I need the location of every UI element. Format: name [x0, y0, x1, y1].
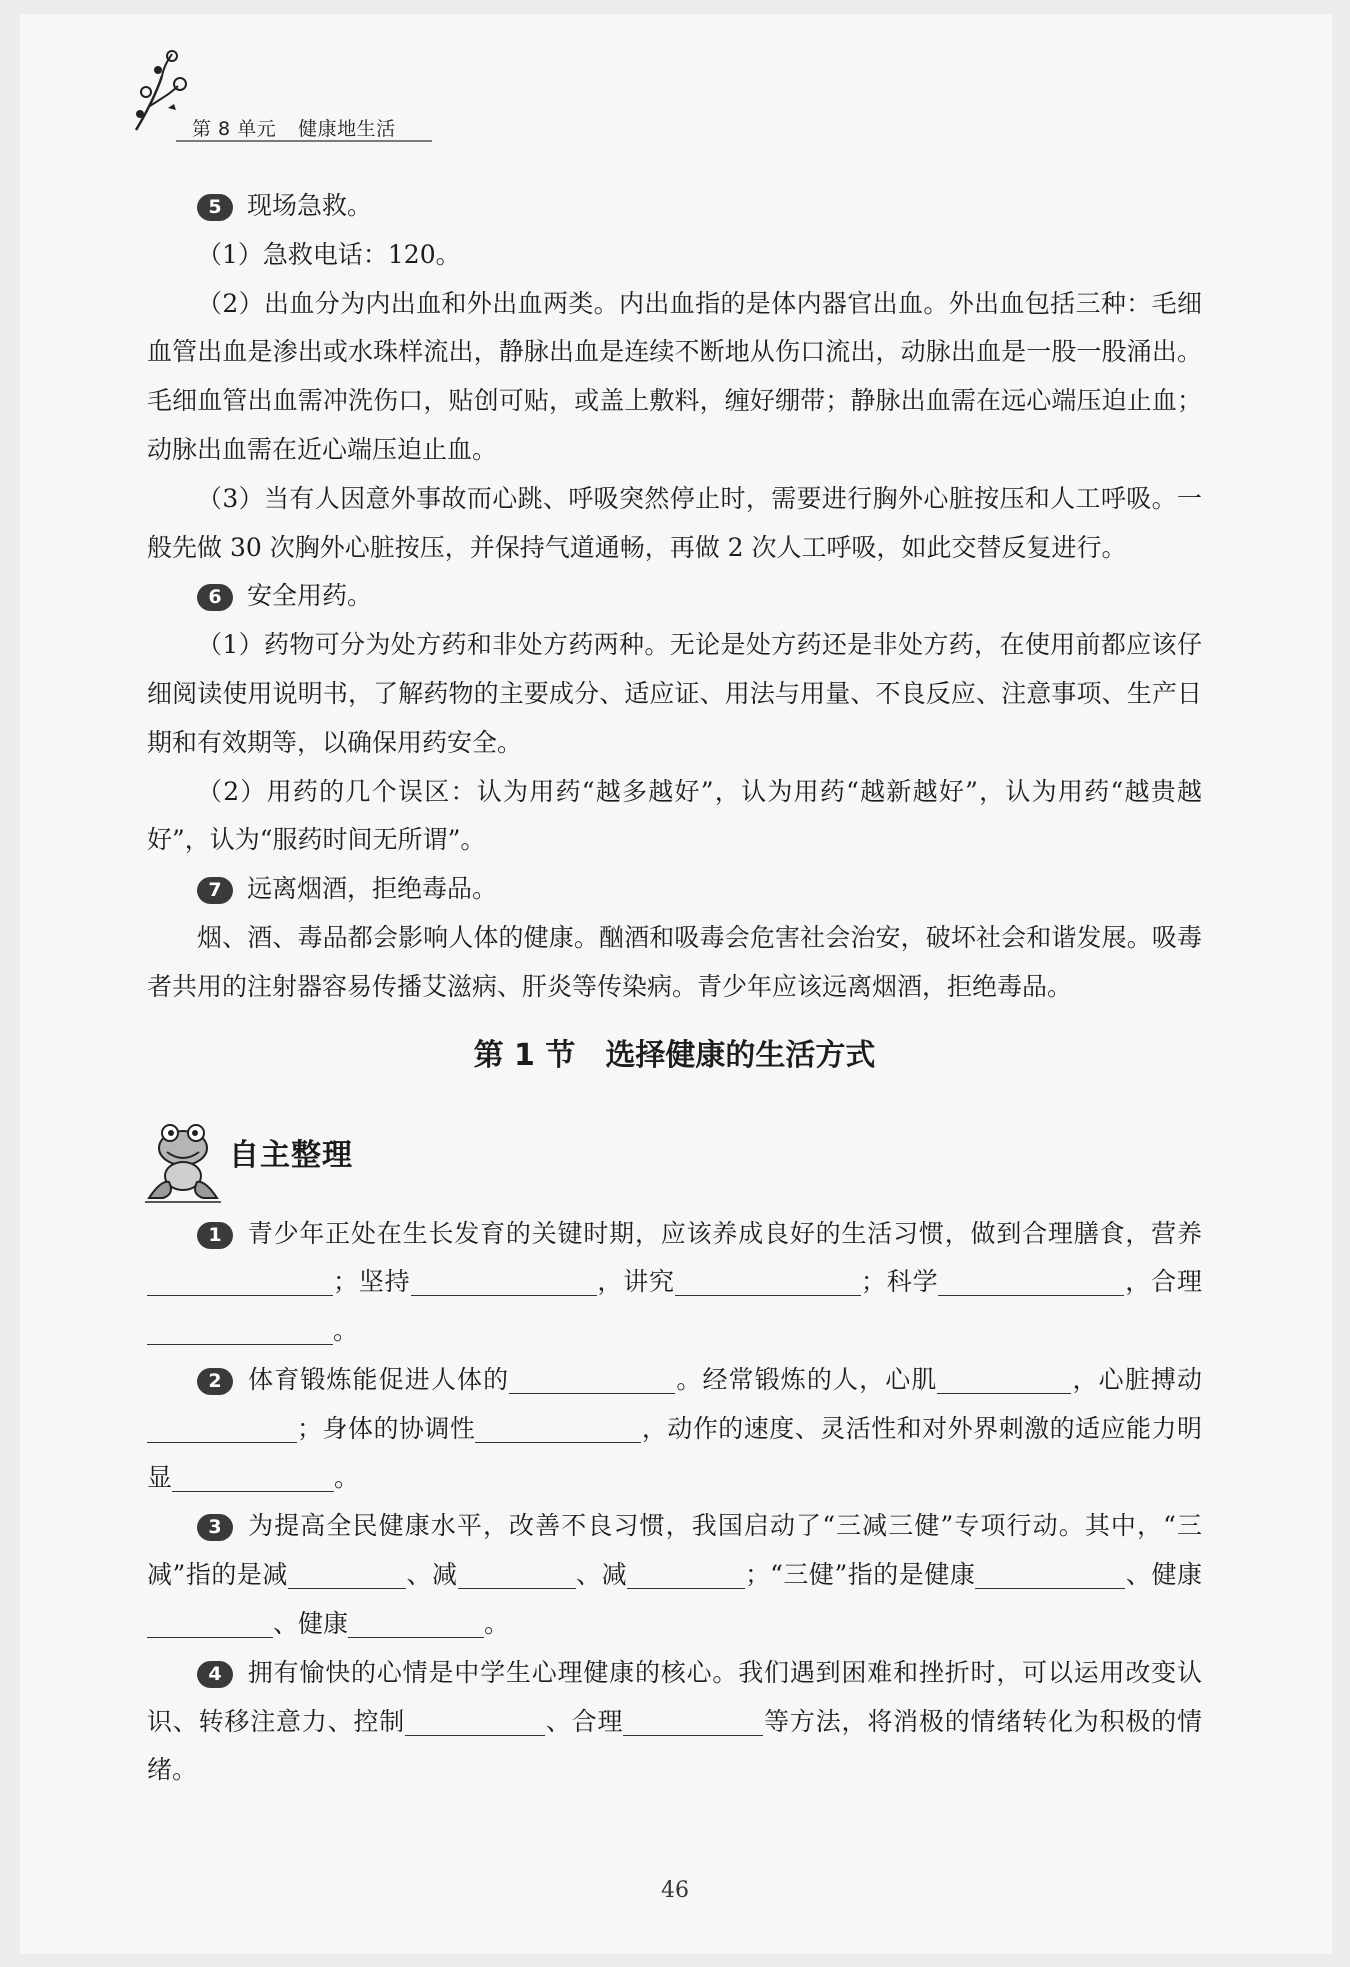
answer-blank[interactable] — [458, 1558, 576, 1589]
exercise-text: 、减 — [405, 1560, 458, 1590]
exercise-text: 等方法，将消极的情绪转化为积极的情绪。 — [147, 1706, 1202, 1785]
exercise-text: ；科学 — [860, 1267, 939, 1297]
exercise-number-badge: 4 — [197, 1661, 233, 1688]
answer-blank[interactable] — [975, 1558, 1125, 1589]
exercise-text: 。 — [333, 1316, 359, 1346]
exercise-text: 。 — [334, 1462, 360, 1492]
exercise-text: 、健康 — [1125, 1560, 1202, 1590]
item-number-badge: 6 — [197, 584, 233, 611]
exercise-text: ；“三健”指的是健康 — [745, 1560, 976, 1590]
paragraph: （3）当有人因意外事故而心跳、呼吸突然停止时，需要进行胸外心脏按压和人工呼吸。一般先做 30 次胸外心脏按压，并保持气道通畅，再做 2 次人工呼吸，如此交替反复进行。 — [147, 483, 1202, 562]
exercise-number-badge: 2 — [197, 1368, 233, 1395]
subhead-title: 自主整理 — [229, 1137, 353, 1173]
exercise-text: ，动作的速度、灵活性和对外界刺激的适应能力明显 — [147, 1413, 1202, 1492]
exercise-text: ；身体的协调性 — [297, 1413, 476, 1443]
paragraph: （1）药物可分为处方药和非处方药两种。无论是处方药还是非处方药，在使用前都应该仔细阅读使用说明书，了解药物的主要成分、适应证、用法与用量、不良反应、注意事项、生产日期和有效期等，以确保用药安全。 — [147, 630, 1202, 757]
answer-blank[interactable] — [147, 1265, 333, 1296]
header-unit: 第 8 单元 — [192, 118, 277, 140]
answer-blank[interactable] — [405, 1705, 545, 1736]
exercise-text: 拥有愉快的心情是中学生心理健康的核心。我们遇到困难和挫折时，可以运用改变认识、转移注意力、控制 — [147, 1657, 1202, 1736]
item-number-badge: 7 — [197, 877, 233, 904]
section-number: 第 1 节 — [473, 1037, 576, 1073]
header-unit-title: 健康地生活 — [298, 118, 396, 140]
answer-blank[interactable] — [411, 1265, 597, 1296]
answer-blank[interactable] — [348, 1607, 484, 1638]
frog-mascot-icon — [143, 1118, 223, 1204]
header-rule — [176, 140, 432, 142]
page-number: 46 — [661, 1878, 689, 1903]
header-title — [192, 114, 396, 141]
exercise-text: 、合理 — [545, 1706, 624, 1736]
exercise-4 — [147, 1649, 1202, 1795]
exercise-3 — [147, 1502, 1202, 1648]
exercise-2 — [147, 1356, 1202, 1502]
item-title: 远离烟酒，拒绝毒品。 — [247, 874, 498, 904]
item-number-badge: 5 — [197, 194, 233, 221]
answer-blank[interactable] — [938, 1265, 1124, 1296]
section-title — [147, 1032, 1202, 1080]
item-7-heading — [147, 865, 1202, 914]
answer-blank[interactable] — [675, 1265, 861, 1296]
answer-blank[interactable] — [475, 1412, 641, 1443]
page-content — [147, 182, 1202, 1795]
answer-blank[interactable] — [937, 1363, 1071, 1394]
exercise-number-badge: 1 — [197, 1222, 233, 1249]
exercise-text: 。 — [484, 1608, 510, 1638]
answer-blank[interactable] — [147, 1314, 333, 1345]
answer-blank[interactable] — [627, 1558, 745, 1589]
exercise-text: ，讲究 — [596, 1267, 675, 1297]
exercise-text: 青少年正处在生长发育的关键时期，应该养成良好的生活习惯，做到合理膳食，营养 — [247, 1218, 1202, 1248]
exercise-text: 、健康 — [273, 1608, 349, 1638]
exercise-1 — [147, 1210, 1202, 1356]
exercise-number-badge: 3 — [197, 1514, 233, 1541]
subhead — [147, 1118, 1202, 1210]
exercise-text: 为提高全民健康水平，改善不良习惯，我国启动了“三减三健”专项行动。其中，“三减”指的是减 — [147, 1511, 1202, 1590]
item-title: 现场急救。 — [247, 191, 373, 220]
exercise-text: 体育锻炼能促进人体的 — [247, 1364, 510, 1394]
answer-blank[interactable] — [147, 1412, 297, 1443]
item-6-heading — [147, 572, 1202, 621]
paragraph: （2）出血分为内出血和外出血两类。内出血指的是体内器官出血。外出血包括三种：毛细血管出血是渗出或水珠样流出，静脉出血是连续不断地从伤口流出，动脉出血是一股一股涌出。毛细血管出血需冲洗伤口，贴创可贴，或盖上敷料，缠好绷带；静脉出血需在远心端压迫止血；动脉出血需在近心端压迫止血。 — [147, 288, 1202, 464]
paragraph: （2）用药的几个误区：认为用药“越多越好”，认为用药“越新越好”，认为用药“越贵越好”，认为“服药时间无所谓”。 — [147, 776, 1202, 855]
item-title: 安全用药。 — [247, 581, 373, 611]
section-name: 选择健康的生活方式 — [605, 1037, 876, 1073]
exercise-text: ；坚持 — [333, 1267, 411, 1297]
item-5-heading — [147, 182, 1202, 231]
answer-blank[interactable] — [147, 1607, 273, 1638]
answer-blank[interactable] — [509, 1363, 675, 1394]
paragraph: 烟、酒、毒品都会影响人体的健康。酗酒和吸毒会危害社会治安，破坏社会和谐发展。吸毒者共用的注射器容易传播艾滋病、肝炎等传染病。青少年应该远离烟酒，拒绝毒品。 — [147, 922, 1202, 1001]
answer-blank[interactable] — [288, 1558, 406, 1589]
exercise-text: ，心脏搏动 — [1071, 1364, 1202, 1394]
exercise-text: 。经常锻炼的人，心肌 — [675, 1364, 938, 1394]
answer-blank[interactable] — [172, 1461, 334, 1492]
answer-blank[interactable] — [623, 1705, 763, 1736]
exercise-text: 、减 — [575, 1560, 628, 1590]
paragraph: （1）急救电话：120。 — [197, 239, 461, 269]
exercise-text: ，合理 — [1124, 1267, 1202, 1297]
